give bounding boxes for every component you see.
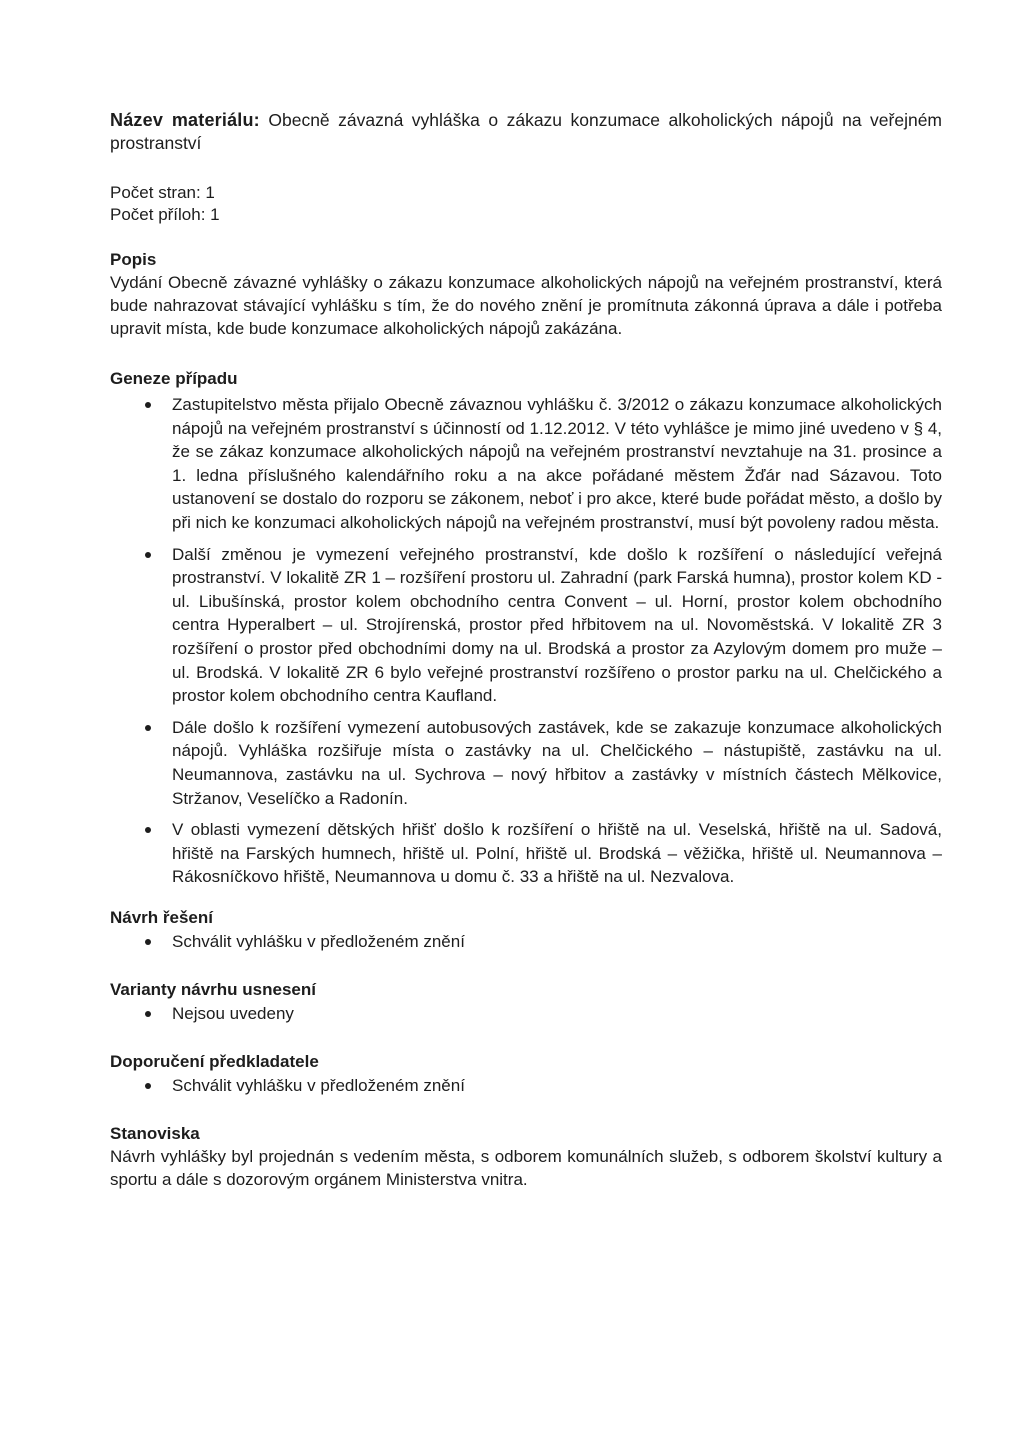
list-item-text: Zastupitelstvo města přijalo Obecně závaznou vyhlášku č. 3/2012 o zákazu konzumace alkoholických nápojů na veřejném prostranství s účinností od 1.12.2012. V této vyhlášce je mimo jiné uvedeno v § 4, že se zákaz konzumace alkoholických nápojů na veřejném prostranství nevztahuje na 31. prosince a 1. ledna příslušného kalendářního roku a na akce pořádané městem Žďár nad Sázavou. Toto ustanovení se dostalo do rozporu se zákonem, neboť i pro akce, které bude pořádat město, a došlo by při nich ke konzumaci alkoholických nápojů na veřejném prostranství, musí být povoleny radou města. <box>172 395 942 532</box>
list-item <box>110 930 942 953</box>
bullet-icon <box>145 1083 151 1089</box>
section-doporuceni <box>110 1051 942 1097</box>
bullet-icon <box>145 725 151 731</box>
attachment-count: Počet příloh: 1 <box>110 205 220 224</box>
section-varianty <box>110 979 942 1025</box>
material-title <box>110 109 942 155</box>
bullet-icon <box>145 552 151 558</box>
bullet-list <box>110 393 942 889</box>
list-item <box>110 1002 942 1025</box>
document-meta <box>110 182 942 226</box>
bullet-icon <box>145 1011 151 1017</box>
list-item-text: Schválit vyhlášku v předloženém znění <box>172 931 465 951</box>
bullet-icon <box>145 402 151 408</box>
section-heading: Návrh řešení <box>110 907 213 927</box>
section-heading: Varianty návrhu usnesení <box>110 979 316 999</box>
list-item-text: Nejsou uvedeny <box>172 1003 294 1023</box>
section-stanoviska <box>110 1123 942 1191</box>
list-item <box>110 716 942 810</box>
section-heading: Stanoviska <box>110 1123 200 1143</box>
list-item-text: Další změnou je vymezení veřejného prostranství, kde došlo k rozšíření o následující veřejná prostranství. V lokalitě ZR 1 – rozšíření prostoru ul. Zahradní (park Farská humna), prostor kolem KD - ul. Libušínská, prostor kolem obchodního centra Convent – ul. Horní, prostor kolem obchodního centra Hyperalbert – ul. Strojírenská, prostor před hřbitovem na ul. Novoměstská. V lokalitě ZR 3 rozšíření o prostor před obchodními domy na ul. Brodská a prostor za Azylovým domem pro muže – ul. Brodská. V lokalitě ZR 6 bylo veřejné prostranství rozšířeno o prostor parku na ul. Chelčického a prostor kolem obchodního centra Kaufland. <box>172 544 943 706</box>
section-heading: Geneze případu <box>110 369 238 388</box>
bullet-list <box>110 1002 942 1025</box>
section-heading: Popis <box>110 250 157 269</box>
list-item-text: Dále došlo k rozšíření vymezení autobusových zastávek, kde se zakazuje konzumace alkoholických nápojů. Vyhláška rozšiřuje místa o zastávky na ul. Chelčického – nástupiště, zastávku na ul. Neumannova, zastávku na ul. Sychrova – nový hřbitov a zastávky v místních částech Mělkovice, Stržanov, Veselíčko a Radonín. <box>172 717 942 808</box>
material-title-label: Název materiálu: <box>110 110 260 130</box>
bullet-list <box>110 930 942 953</box>
section-navrh-reseni <box>110 907 942 953</box>
list-item <box>110 393 942 535</box>
bullet-list <box>110 1074 942 1097</box>
page-count: Počet stran: 1 <box>110 183 215 202</box>
document-page <box>110 109 942 1191</box>
bullet-icon <box>145 827 151 833</box>
section-popis <box>110 249 942 340</box>
list-item-text: Schválit vyhlášku v předloženém znění <box>172 1075 465 1095</box>
list-item <box>110 543 942 708</box>
list-item-text: V oblasti vymezení dětských hřišť došlo k rozšíření o hřiště na ul. Veselská, hřiště na ul. Sadová, hřiště na Farských humnech, hřiště ul. Polní, hřiště ul. Brodská – věžička, hřiště ul. Neumannova – Rákosníčkovo hřiště, Neumannova u domu č. 33 a hřiště na ul. Nezvalova. <box>172 820 942 887</box>
bullet-icon <box>145 939 151 945</box>
section-geneze <box>110 368 942 889</box>
list-item <box>110 1074 942 1097</box>
section-heading: Doporučení předkladatele <box>110 1051 319 1071</box>
section-paragraph: Návrh vyhlášky byl projednán s vedením města, s odborem komunálních služeb, s odborem školství kultury a sportu a dále s dozorovým orgánem Ministerstva vnitra. <box>110 1146 942 1189</box>
list-item <box>110 818 942 889</box>
material-title-text: Obecně závazná vyhláška o zákazu konzumace alkoholických nápojů na veřejném prostranství <box>110 110 943 153</box>
section-paragraph: Vydání Obecně závazné vyhlášky o zákazu konzumace alkoholických nápojů na veřejném prostranství, která bude nahrazovat stávající vyhlášku s tím, že do nového znění je promítnuta zákonná úprava a dále i potřeba upravit místa, kde bude konzumace alkoholických nápojů zakázána. <box>110 273 942 338</box>
